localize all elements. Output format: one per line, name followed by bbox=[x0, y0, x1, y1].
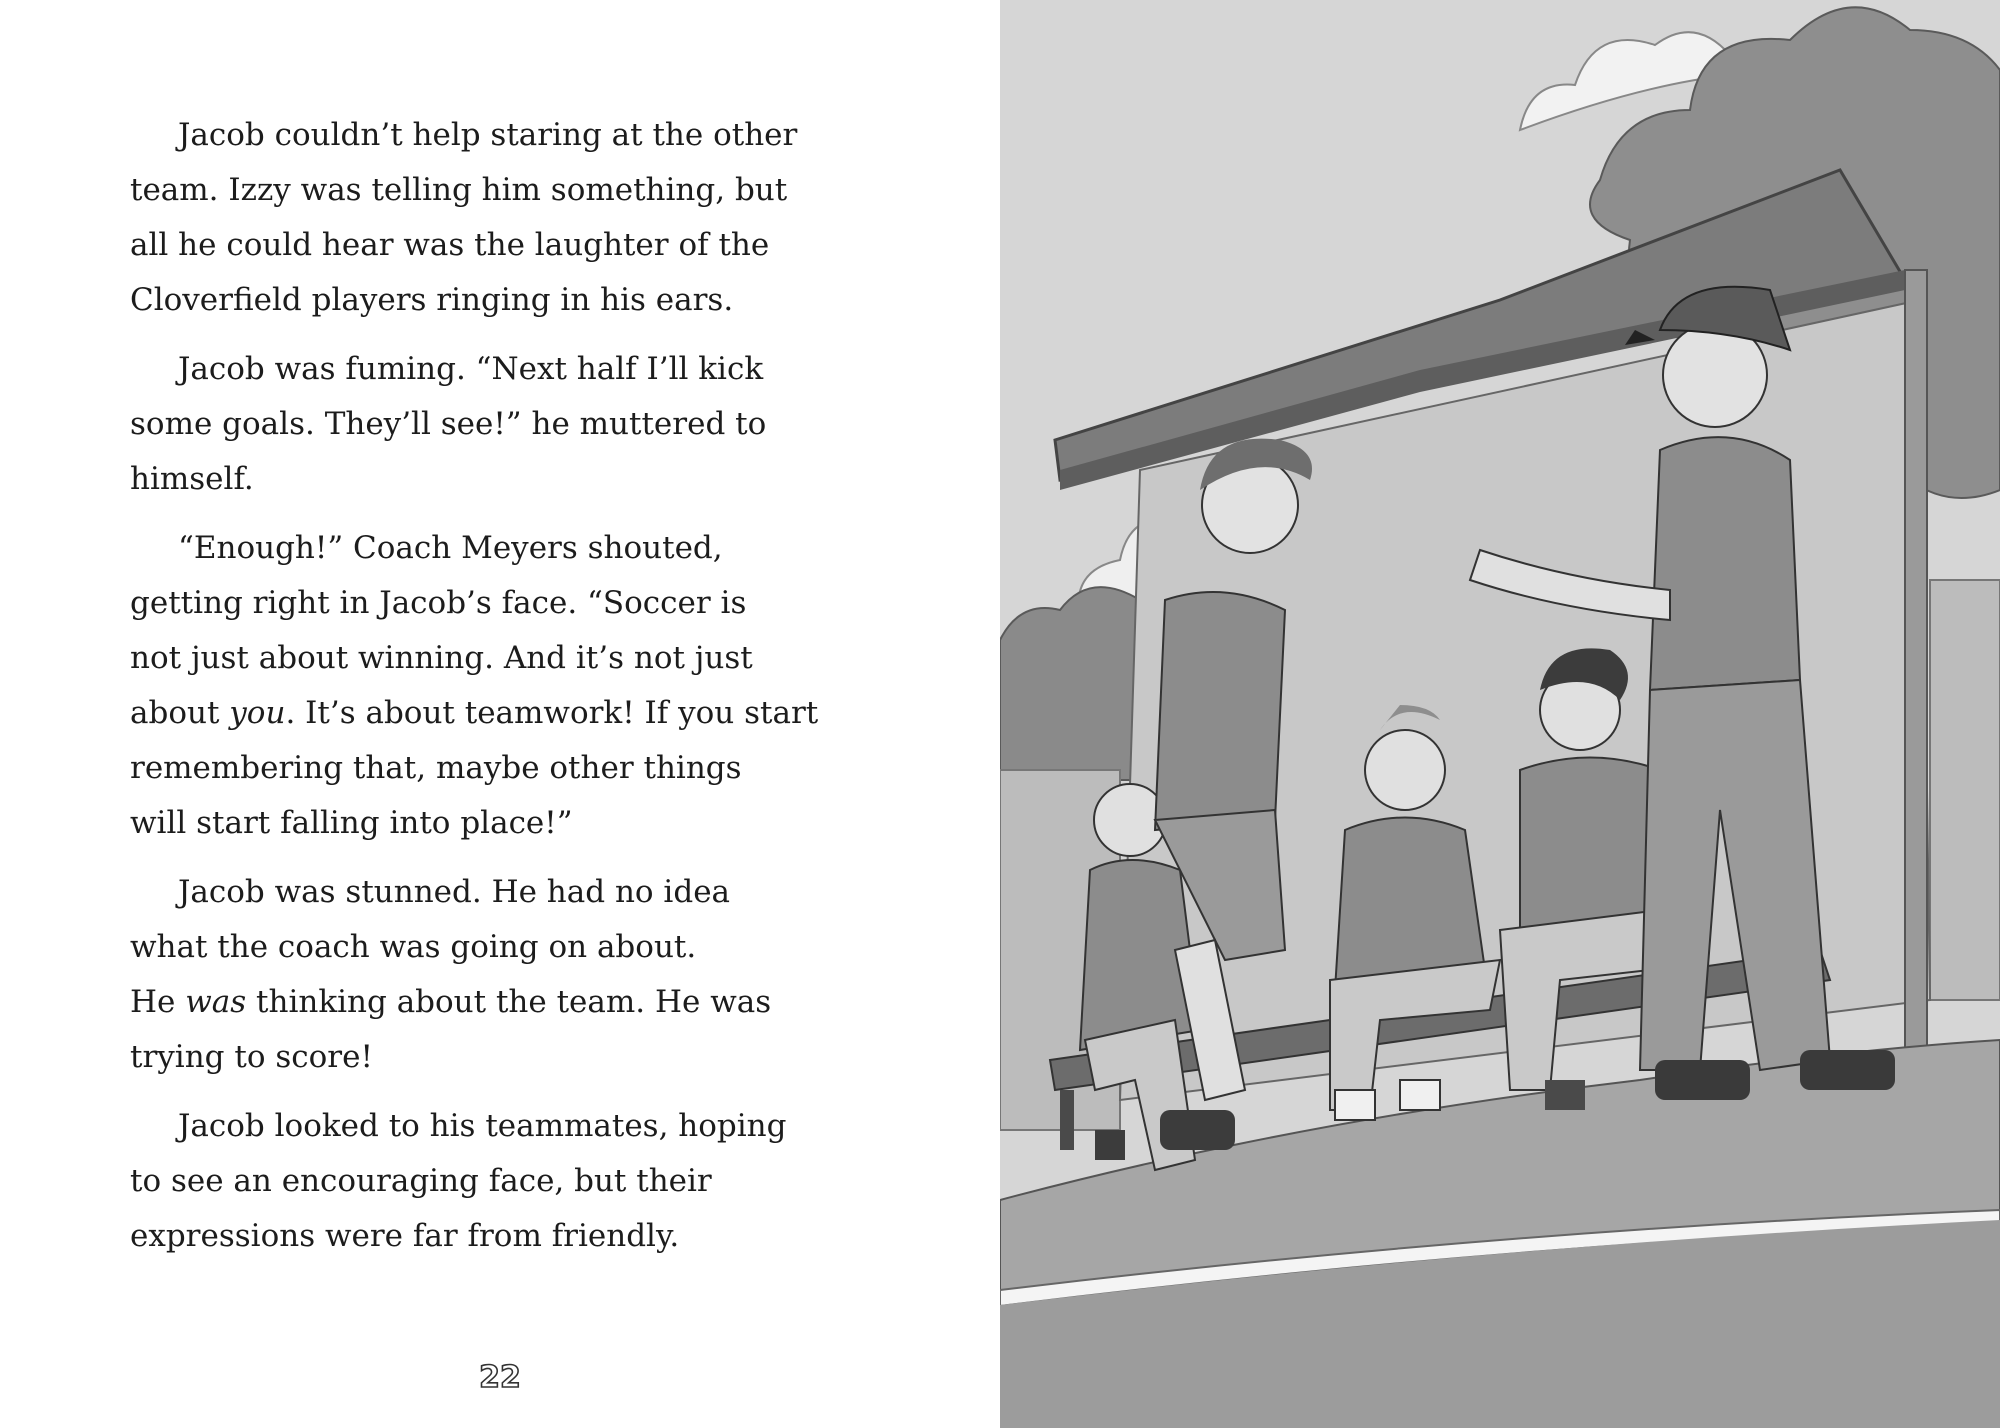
emphasized-word: was bbox=[185, 984, 247, 1020]
text-line: what the coach was going on about. bbox=[130, 929, 697, 965]
text-fragment: about bbox=[130, 695, 230, 731]
text-line: Jacob couldn’t help staring at the other bbox=[178, 117, 798, 153]
text-line: “Enough!” Coach Meyers shouted, bbox=[178, 530, 723, 566]
text-fragment: . It’s about teamwork! If you start bbox=[285, 695, 819, 731]
emphasized-word: you bbox=[229, 695, 286, 731]
text-line: remembering that, maybe other things bbox=[130, 750, 742, 786]
paragraph bbox=[130, 865, 830, 1085]
page-number: 22 bbox=[479, 1360, 521, 1395]
paragraph bbox=[130, 342, 830, 507]
text-line: Cloverfield players ringing in his ears. bbox=[130, 282, 734, 318]
text-line: will start falling into place!” bbox=[130, 805, 573, 841]
support-post bbox=[1905, 270, 1927, 1090]
text-line: himself. bbox=[130, 461, 254, 497]
text-line: getting right in Jacob’s face. “Soccer is bbox=[130, 585, 747, 621]
text-line: some goals. They’ll see!” he muttered to bbox=[130, 406, 767, 442]
story-text bbox=[130, 108, 830, 1278]
paragraph bbox=[130, 1099, 830, 1264]
illustration-page bbox=[1000, 0, 2000, 1428]
text-line: expressions were far from friendly. bbox=[130, 1218, 680, 1254]
text-fragment: thinking about the team. He was bbox=[246, 984, 772, 1020]
chain-link-fence bbox=[1930, 580, 2000, 1000]
paragraph bbox=[130, 108, 830, 328]
text-line: Jacob was stunned. He had no idea bbox=[178, 874, 731, 910]
text-line: not just about winning. And it’s not just bbox=[130, 640, 753, 676]
text-line: all he could hear was the laughter of the bbox=[130, 227, 770, 263]
text-fragment: He bbox=[130, 984, 186, 1020]
text-line bbox=[130, 975, 830, 1030]
soccer-bench-scene-illustration bbox=[1000, 0, 2000, 1428]
text-line bbox=[130, 686, 830, 741]
paragraph bbox=[130, 521, 830, 851]
text-line: team. Izzy was telling him something, but bbox=[130, 172, 788, 208]
text-line: to see an encouraging face, but their bbox=[130, 1163, 712, 1199]
text-line: Jacob looked to his teammates, hoping bbox=[178, 1108, 787, 1144]
text-line: Jacob was fuming. “Next half I’ll kick bbox=[178, 351, 764, 387]
text-line: trying to score! bbox=[130, 1039, 373, 1075]
bench-leg bbox=[1060, 1090, 1074, 1150]
